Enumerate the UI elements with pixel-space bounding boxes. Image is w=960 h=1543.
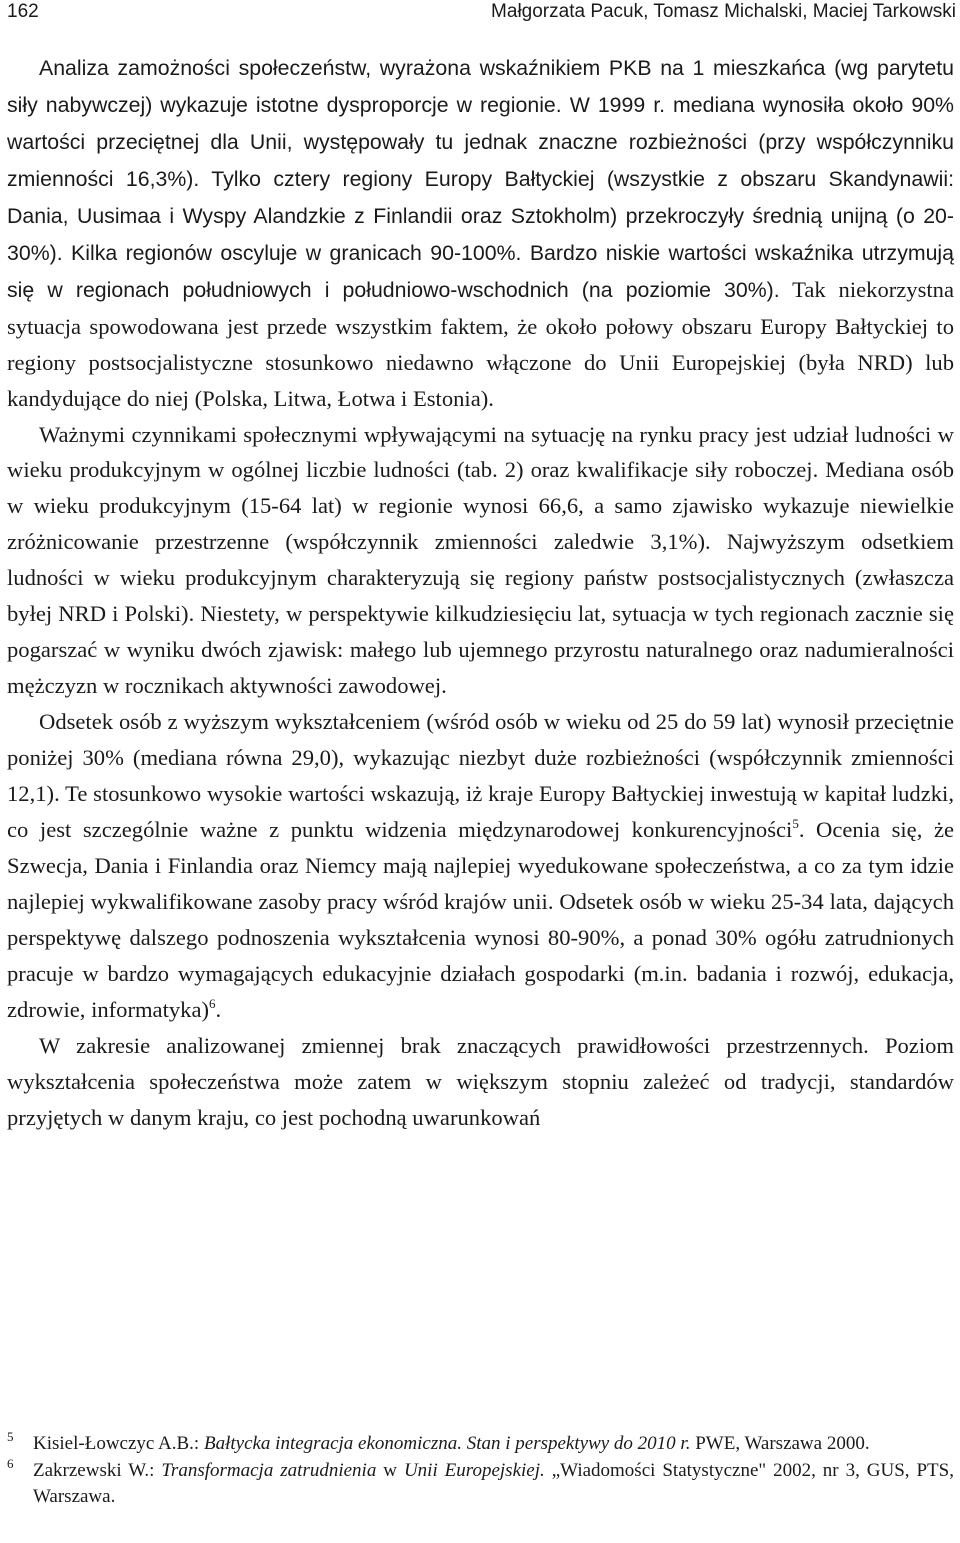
footnote-author: Kisiel-Łowczyc A.B.: [33,1433,204,1454]
paragraph-4: W zakresie analizowanej zmiennej brak znaczących prawidłowości przestrzennych. Poziom wykształcenia społeczeństwa może zatem w większym stopniu zależeć od tradycji, standardów przyjętych w danym kraju, co jest pochodną uwarunkowań [7,1032,954,1130]
paragraph-2: Ważnymi czynnikami społecznymi wpływającymi na sytuację na rynku pracy jest udział ludności w wieku produkcyjnym w ogólnej liczbie ludności (tab. 2) oraz kwalifikacje siły roboczej. Mediana osób w wieku produkcyjnym (15-64 lat) w regionie wynosi 66,6, a samo zjawisko wykazuje niewielkie zróżnicowanie przestrzenne (współczynnik zmienności zaledwie 3,1%). Najwyższym odsetkiem ludności w wieku produkcyjnym charakteryzują się regiony państw postsocjalistycznych (zwłaszcza byłej NRD i Polski). Niestety, w perspektywie kilkudziesięciu lat, sytuacja w tych regionach zacznie się pogarszać w wyniku dwóch zjawisk: małego lub ujemnego przyrostu naturalnego oraz nadumieralności mężczyzn w rocznikach aktywności zawodowej. [7,421,954,699]
footnote-6: 6 Zakrzewski W.: Transformacja zatrudnienia w Unii Europejskiej. „Wiadomości Statystyczne" 2002, nr 3, GUS, PTS, Warszawa. [7,1455,954,1507]
footnote-ref-6[interactable]: 6 [209,995,216,1011]
paragraph-1-sans-run: Analiza zamożności społeczeństw, wyrażona wskaźnikiem PKB na 1 mieszkańca (wg parytetu siły nabywczej) wykazuje istotne dysproporcje w regionie. W 1999 r. mediana wynosiła około 90% wartości przeciętnej dla Unii, występowały tu jednak znaczne rozbieżności (przy współczynniku zmienności 16,3%). Tylko cztery regiony Europy Bałtyckiej (wszystkie z obszaru Skandynawii: Dania, Uusimaa i Wyspy Alandzkie z Finlandii oraz Sztokholm) przekroczyły średnią unijną (o 20-30%). Kilka regionów oscyluje w granicach 90-100%. Bardzo niskie wartości wskaźnika utrzymują się w regionach południowych i południowo-wschodnich (na poziomie 30%). [7,56,954,302]
paragraph-1-serif-run: Tak niekorzystna sytuacja spowodowana jest przede wszystkim faktem, że około połowy obszaru Europy Bałtyckiej to regiony postsocjalistyczne stosunkowo niedawno włączone do Unii Europejskiej (była NRD) lub kandydujące do niej (Polska, Litwa, Łotwa i Estonia). [7,276,954,411]
footnote-publisher: PWE, Warszawa 2000. [690,1433,870,1454]
footnote-author: Zakrzewski W.: [33,1459,162,1481]
footnote-title-2: Unii Europejskiej. [403,1459,545,1481]
running-header-authors: Małgorzata Pacuk, Tomasz Michalski, Maciej Tarkowski [491,1,956,22]
running-header [7,0,956,28]
paragraph-3-part-1: Odsetek osób z wyższym wykształceniem (wśród osób w wieku od 25 do 59 lat) wynosił przeciętnie poniżej 30% (mediana równa 29,0), wykazując niezbyt duże rozbieżności (współczynnik zmienności 12,1). Te stosunkowo wysokie wartości wskazują, iż kraje Europy Bałtyckiej inwestują w kapitał ludzki, co jest szczególnie ważne z punktu widzenia międzynarodowej konkurencyjności [7,709,954,843]
footnote-5: 5 Kisiel-Łowczyc A.B.: Bałtycka integracja ekonomiczna. Stan i perspektywy do 2010 r. PWE, Warszawa 2000. [7,1429,870,1454]
paragraph-1 [7,50,954,417]
body-text [7,50,954,1136]
footnote-source: „Wiadomości Statystyczne" 2002, nr 3, GUS, PTS, Warszawa. [33,1459,954,1507]
footnote-ref-5[interactable]: 5 [792,816,799,832]
page-number: 162 [7,1,39,22]
footnote-title: Bałtycka integracja ekonomiczna. Stan i perspektywy do 2010 r. [203,1433,691,1454]
footnote-title: Transformacja zatrudnienia [161,1459,377,1481]
footnotes [7,1431,954,1511]
footnote-connector: w [376,1459,404,1481]
paragraph-3 [7,704,954,1028]
paragraph-3-part-2: . Ocenia się, że Szwecja, Dania i Finlandia oraz Niemcy mają najlepiej wyedukowane społeczeństwa, a co za tym idzie najlepiej wykwalifikowane zasoby pracy wśród krajów unii. Odsetek osób w wieku 25-34 lata, dających perspektywę dalszego podnoszenia wykształcenia wynosi 80-90%, a ponad 30% ogółu zatrudnionych pracuje w bardzo wymagających edukacyjnie działach gospodarki (m.in. badania i rozwój, edukacja, zdrowie, informatyka) [7,817,955,1022]
paragraph-3-part-3: . [215,996,222,1022]
